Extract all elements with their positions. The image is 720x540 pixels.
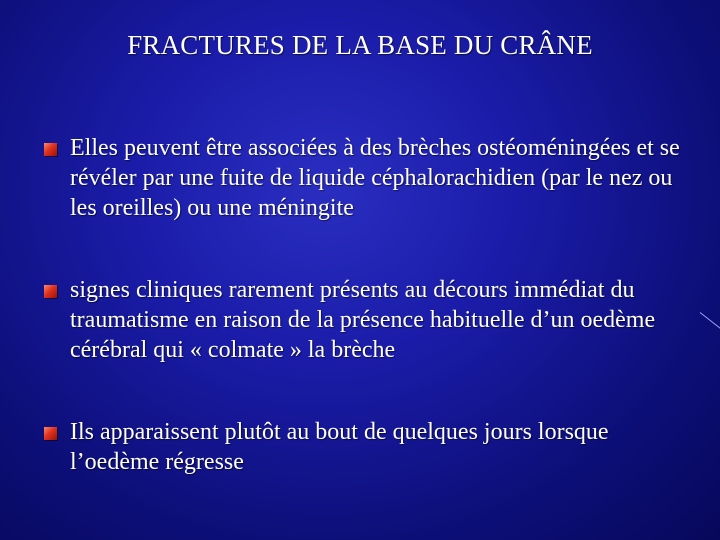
- bullet-item: [42, 417, 702, 477]
- bullet-item: [42, 275, 702, 365]
- bullet-list: [42, 133, 702, 477]
- square-bullet-icon: [44, 285, 57, 298]
- bullet-text: signes cliniques rarement présents au décours immédiat du traumatisme en raison de la présence habituelle d’un oedème cérébral qui « colmate » la brèche: [70, 277, 656, 363]
- slide-title: FRACTURES DE LA BASE DU CRÂNE: [127, 30, 593, 60]
- decorative-line: [700, 312, 720, 329]
- bullet-text: Elles peuvent être associées à des brèches ostéoméningées et se révéler par une fuite de liquide céphalorachidien (par le nez ou les oreilles) ou une méningite: [70, 135, 680, 221]
- bullet-item: [42, 133, 702, 223]
- square-bullet-icon: [44, 143, 57, 156]
- bullet-text: Ils apparaissent plutôt au bout de quelques jours lorsque l’oedème régresse: [70, 419, 609, 475]
- square-bullet-icon: [44, 427, 57, 440]
